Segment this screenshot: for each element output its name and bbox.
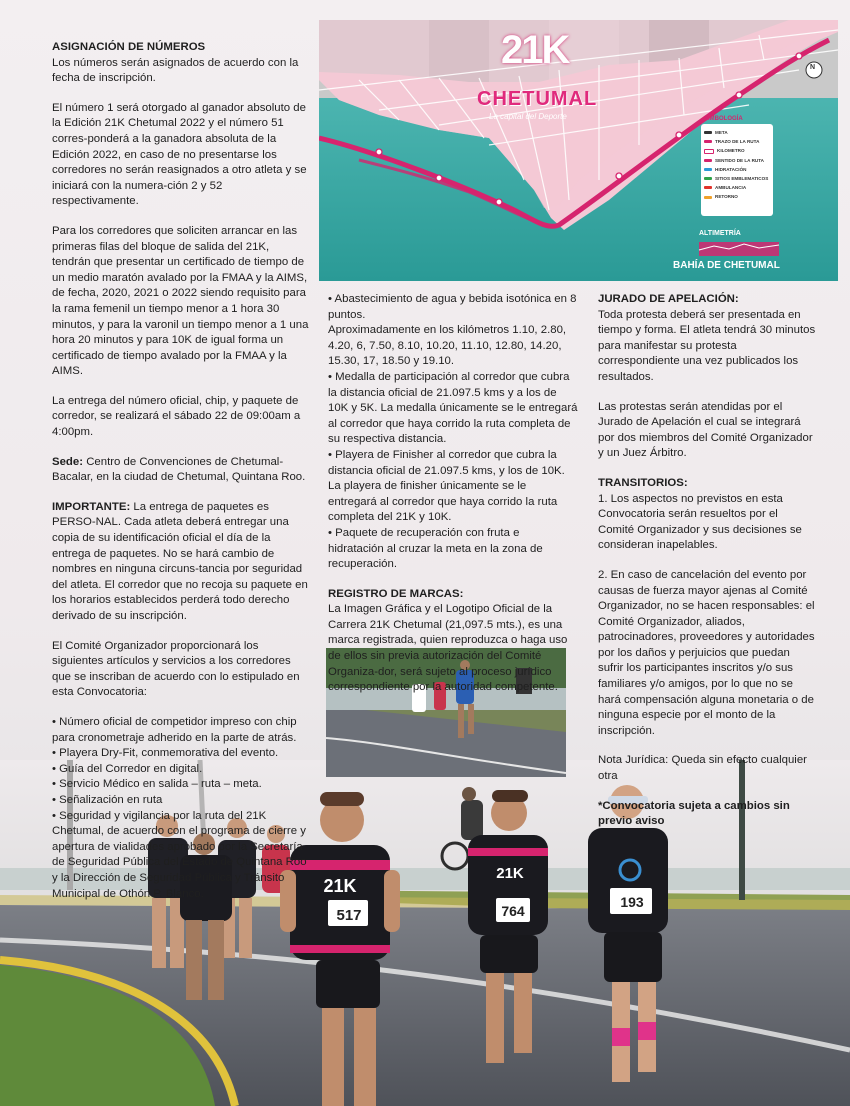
left-column [52, 40, 310, 902]
heading-asignacion: ASIGNACIÓN DE NÚMEROS [52, 41, 206, 53]
north-icon: N [810, 64, 816, 71]
importante-label: IMPORTANTE: [52, 500, 131, 513]
list-item: • Guía del Corredor en digital. [52, 762, 203, 775]
paragraph: La entrega del número oficial, chip, y paquete de corredor, se realizará el sábado 22 de 09:00am a 4:00pm. [52, 394, 301, 439]
paragraph: El número 1 será otorgado al ganador absoluto de la Edición 21K Chetumal 2022 y el número 51 corres-ponderá a la ganadora absoluta de la Edición 2022, en caso de no presentarse los corredores no serán reasignados a otro atleta y se iniciará con la numera-ción 2 y 52 respectivamente. [52, 101, 307, 208]
heading-registro: REGISTRO DE MARCAS: [328, 587, 464, 600]
paragraph: Aproximadamente en los kilómetros 1.10, 2.80, 4.20, 6, 7.50, 8.10, 10.20, 11.10, 12.80, 14.20, 15.30, 17, 18.50 y 19.10. [328, 324, 567, 368]
paragraph: El Comité Organizador proporcionará los siguientes artículos y servicios a los corredores que se inscriban de acuerdo con lo estipulado en esta Convocatoria: [52, 639, 300, 699]
legend-item: AMBULANCIA [704, 183, 770, 192]
logo-21k: 21K [501, 28, 569, 72]
legend-title: SIMBOLOGÍA [704, 116, 743, 122]
paragraph: La Imagen Gráfica y el Logotipo Oficial de la Carrera 21K Chetumal (21,097.5 mts.), es una marca registrada, quien reproduzca o haga uso de ellos sin previa autorización del Comité Organiza-dor, será sujeto al proceso jurídico correspondiente por la autoridad competente. [328, 603, 568, 694]
list-item: • Señalización en ruta [52, 793, 163, 806]
bib-number-1: 517 [336, 907, 362, 924]
legend-item: SENTIDO DE LA RUTA [704, 156, 770, 165]
paragraph: 1. Los aspectos no previstos en esta Convocatoria serán resueltos por el Comité Organizador y sus decisiones se consideran inapelables. [598, 492, 802, 552]
legend-item: META [704, 128, 770, 137]
right-column [598, 292, 816, 830]
list-item: • Número oficial de competidor impreso con chip para cronometraje adherido en la parte de atrás. [52, 715, 297, 744]
list-item: • Abastecimiento de agua y bebida isotónica en 8 puntos. [328, 293, 577, 321]
legend-item: HIDRATACIÓN [704, 165, 770, 174]
map-legend [701, 116, 773, 216]
paragraph: Las protestas serán atendidas por el Jurado de Apelación el cual se integrará por dos miembros del Comité Organizador y un Juez Árbitro. [598, 400, 813, 460]
list-item: • Seguridad y vigilancia por la ruta del 21K Chetumal, de acuerdo con el programa de cierre y apertura de vialidades aprobado por la Secretaría de Seguridad Pública del Estado de Quintana Roo y la Dirección de Seguridad Pública y Tránsito Municipal de Othón P. Blanco. [52, 809, 307, 900]
legend-item: SITIOS EMBLEMATICOS [704, 174, 770, 183]
shirt-logo-1: 21K [323, 876, 357, 896]
heading-jurado: JURADO DE APELACIÓN: [598, 293, 739, 305]
list-item: • Playera Dry-Fit, conmemorativa del evento. [52, 747, 279, 760]
paragraph-sede [52, 455, 310, 486]
paragraph: Los números serán asignados de acuerdo con la fecha de inscripción. [52, 56, 299, 85]
importante-text: La entrega de paquetes es PERSO-NAL. Cada atleta deberá entregar una copia de su identificación oficial el día de la entrega de paquetes. No se hará cambio de nombres en ninguna circuns-tancia por seguridad del atleta. El corredor que no recoja su paquete en los horarios establecidos perderá todo derecho derivado de su inscripción. [52, 500, 308, 622]
bib-number-3: 193 [620, 894, 644, 910]
note-convocatoria: *Convocatoria sujeta a cambios sin previo aviso [598, 799, 790, 828]
legend-item: RETORNO [704, 192, 770, 201]
list-item: • Playera de Finisher al corredor que cubra la distancia oficial de 21.097.5 kms, y los de 10K. La playera de finisher únicamente se le entregará al corredor que haya corrido la ruta completa del 21K y 10K. [328, 448, 565, 524]
list-item: • Servicio Médico en salida – ruta – meta. [52, 778, 262, 791]
shirt-logo-2: 21K [496, 865, 524, 882]
route-map [319, 20, 838, 281]
heading-transitorios: TRANSITORIOS: [598, 476, 688, 489]
paragraph: Toda protesta deberá ser presentada en tiempo y forma. El atleta tendrá 30 minutos para manifestar su protesta correspondiente una vez publicados los resultados. [598, 308, 816, 383]
paragraph: Para los corredores que soliciten arrancar en las primeras filas del bloque de salida del 21K, tendrán que presentar un certificado de tiempo de un medio maratón avalado por la FMAA y la AIMS, de fecha, 2020, 2021 o 2022 siendo requisito para la rama femenil un tiempo menor a 1 hora 30 minutos, y para la varonil un tiempo menor a 1 una hora 20 minutos y para 10K de igual forma un certificado de tiempo avalado por la FMAA y la AIMS. [52, 224, 309, 378]
middle-column [328, 292, 578, 710]
sede-label: Sede: [52, 455, 84, 468]
paragraph: Nota Jurídica: Queda sin efecto cualquier otra [598, 754, 807, 783]
sede-text: Centro de Convenciones de Chetumal-Bacalar, en la ciudad de Chetumal, Quintana Roo. [52, 455, 306, 484]
list-item: • Medalla de participación al corredor que cubra la distancia oficial de 21.097.5 kms y a los de 10K y 5K. La medalla únicamente se le entregará al corredor que haya corrido la ruta completa de su respectiva distancia. [328, 370, 578, 446]
paragraph: 2. En caso de cancelación del evento por causas de fuerza mayor ajenas al Comité Organizador, no se hacen responsables: el Comité Organizador, aliados, patrocinadores, proveedores y autoridades por los daños y perjuicios que puedan sufrir los participantes inscritos y/o sus familiares y/o amigos, por lo que no se hará compensación alguna monetaria o de ninguna especie por el monto de la inscripción. [598, 568, 815, 737]
bay-label: BAHÍA DE CHETUMAL [673, 260, 780, 271]
logo-city: CHETUMAL [477, 88, 598, 110]
legend-item: TRAZO DE LA RUTA [704, 137, 770, 146]
bib-number-2: 764 [501, 903, 525, 919]
list-item: • Paquete de recuperación con fruta e hidratación al cruzar la meta en la zona de recuperación. [328, 526, 543, 571]
legend-item: KILOMETRO [704, 146, 770, 155]
altimetria-label: ALTIMETRÍA [699, 230, 741, 237]
paragraph-importante [52, 500, 310, 625]
logo-tagline: La capital del Deporte [489, 112, 567, 121]
